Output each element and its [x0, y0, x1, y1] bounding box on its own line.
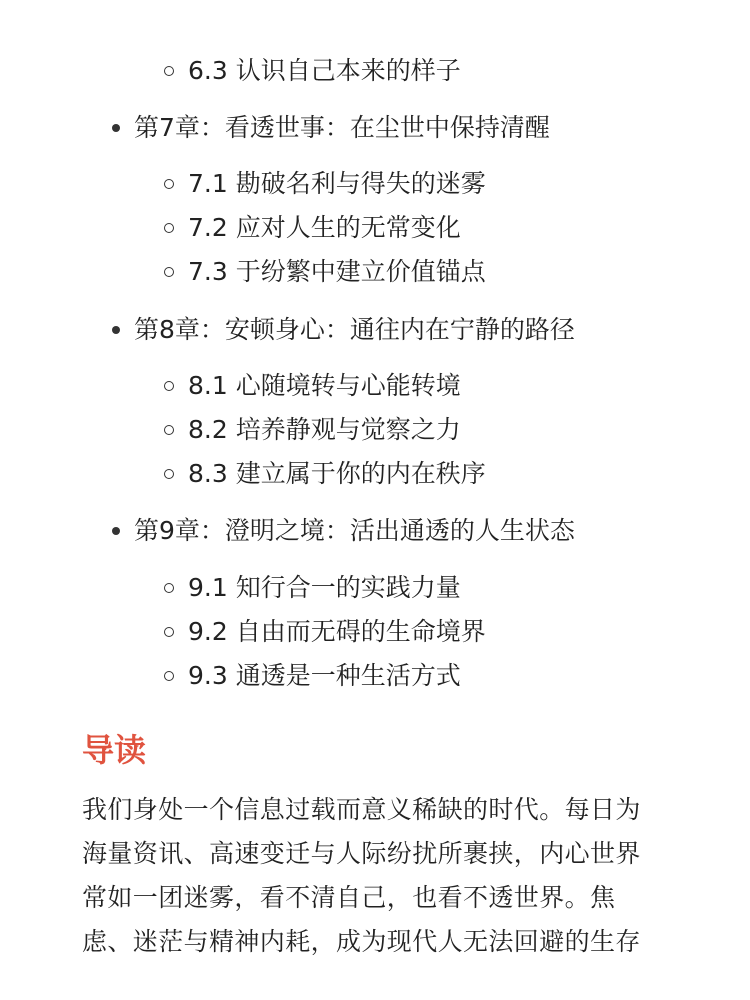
- toc-item-8-2: 8.2 培养静观与觉察之力: [188, 415, 461, 444]
- intro-line: 常如一团迷雾，看不清自己，也看不透世界。焦: [82, 883, 616, 912]
- toc-item-8-3: 8.3 建立属于你的内在秩序: [188, 459, 486, 488]
- toc-item-7-2: 7.2 应对人生的无常变化: [188, 213, 461, 242]
- toc-item-9-3: 9.3 通透是一种生活方式: [188, 661, 461, 690]
- intro-line: 我们身处一个信息过载而意义稀缺的时代。每日为: [82, 795, 641, 824]
- intro-line: 虑、迷茫与精神内耗，成为现代人无法回避的生存: [82, 927, 641, 956]
- toc-item-7-3: 7.3 于纷繁中建立价值锚点: [188, 257, 486, 286]
- intro-paragraph: [82, 788, 682, 964]
- toc-item-6-3: 6.3 认识自己本来的样子: [188, 56, 461, 85]
- toc-item-9-2: 9.2 自由而无碍的生命境界: [188, 617, 486, 646]
- intro-line: 海量资讯、高速变迁与人际纷扰所裹挟，内心世界: [82, 839, 641, 868]
- toc-chapter-7: 第7章：看透世事：在尘世中保持清醒: [134, 113, 550, 142]
- intro-heading: 导读: [82, 731, 147, 769]
- toc-item-8-1: 8.1 心随境转与心能转境: [188, 371, 461, 400]
- toc-chapter-9: 第9章：澄明之境：活出通透的人生状态: [134, 516, 575, 545]
- toc-chapter-8: 第8章：安顿身心：通往内在宁静的路径: [134, 315, 575, 344]
- toc-item-7-1: 7.1 勘破名利与得失的迷雾: [188, 169, 486, 198]
- toc-item-9-1: 9.1 知行合一的实践力量: [188, 573, 461, 602]
